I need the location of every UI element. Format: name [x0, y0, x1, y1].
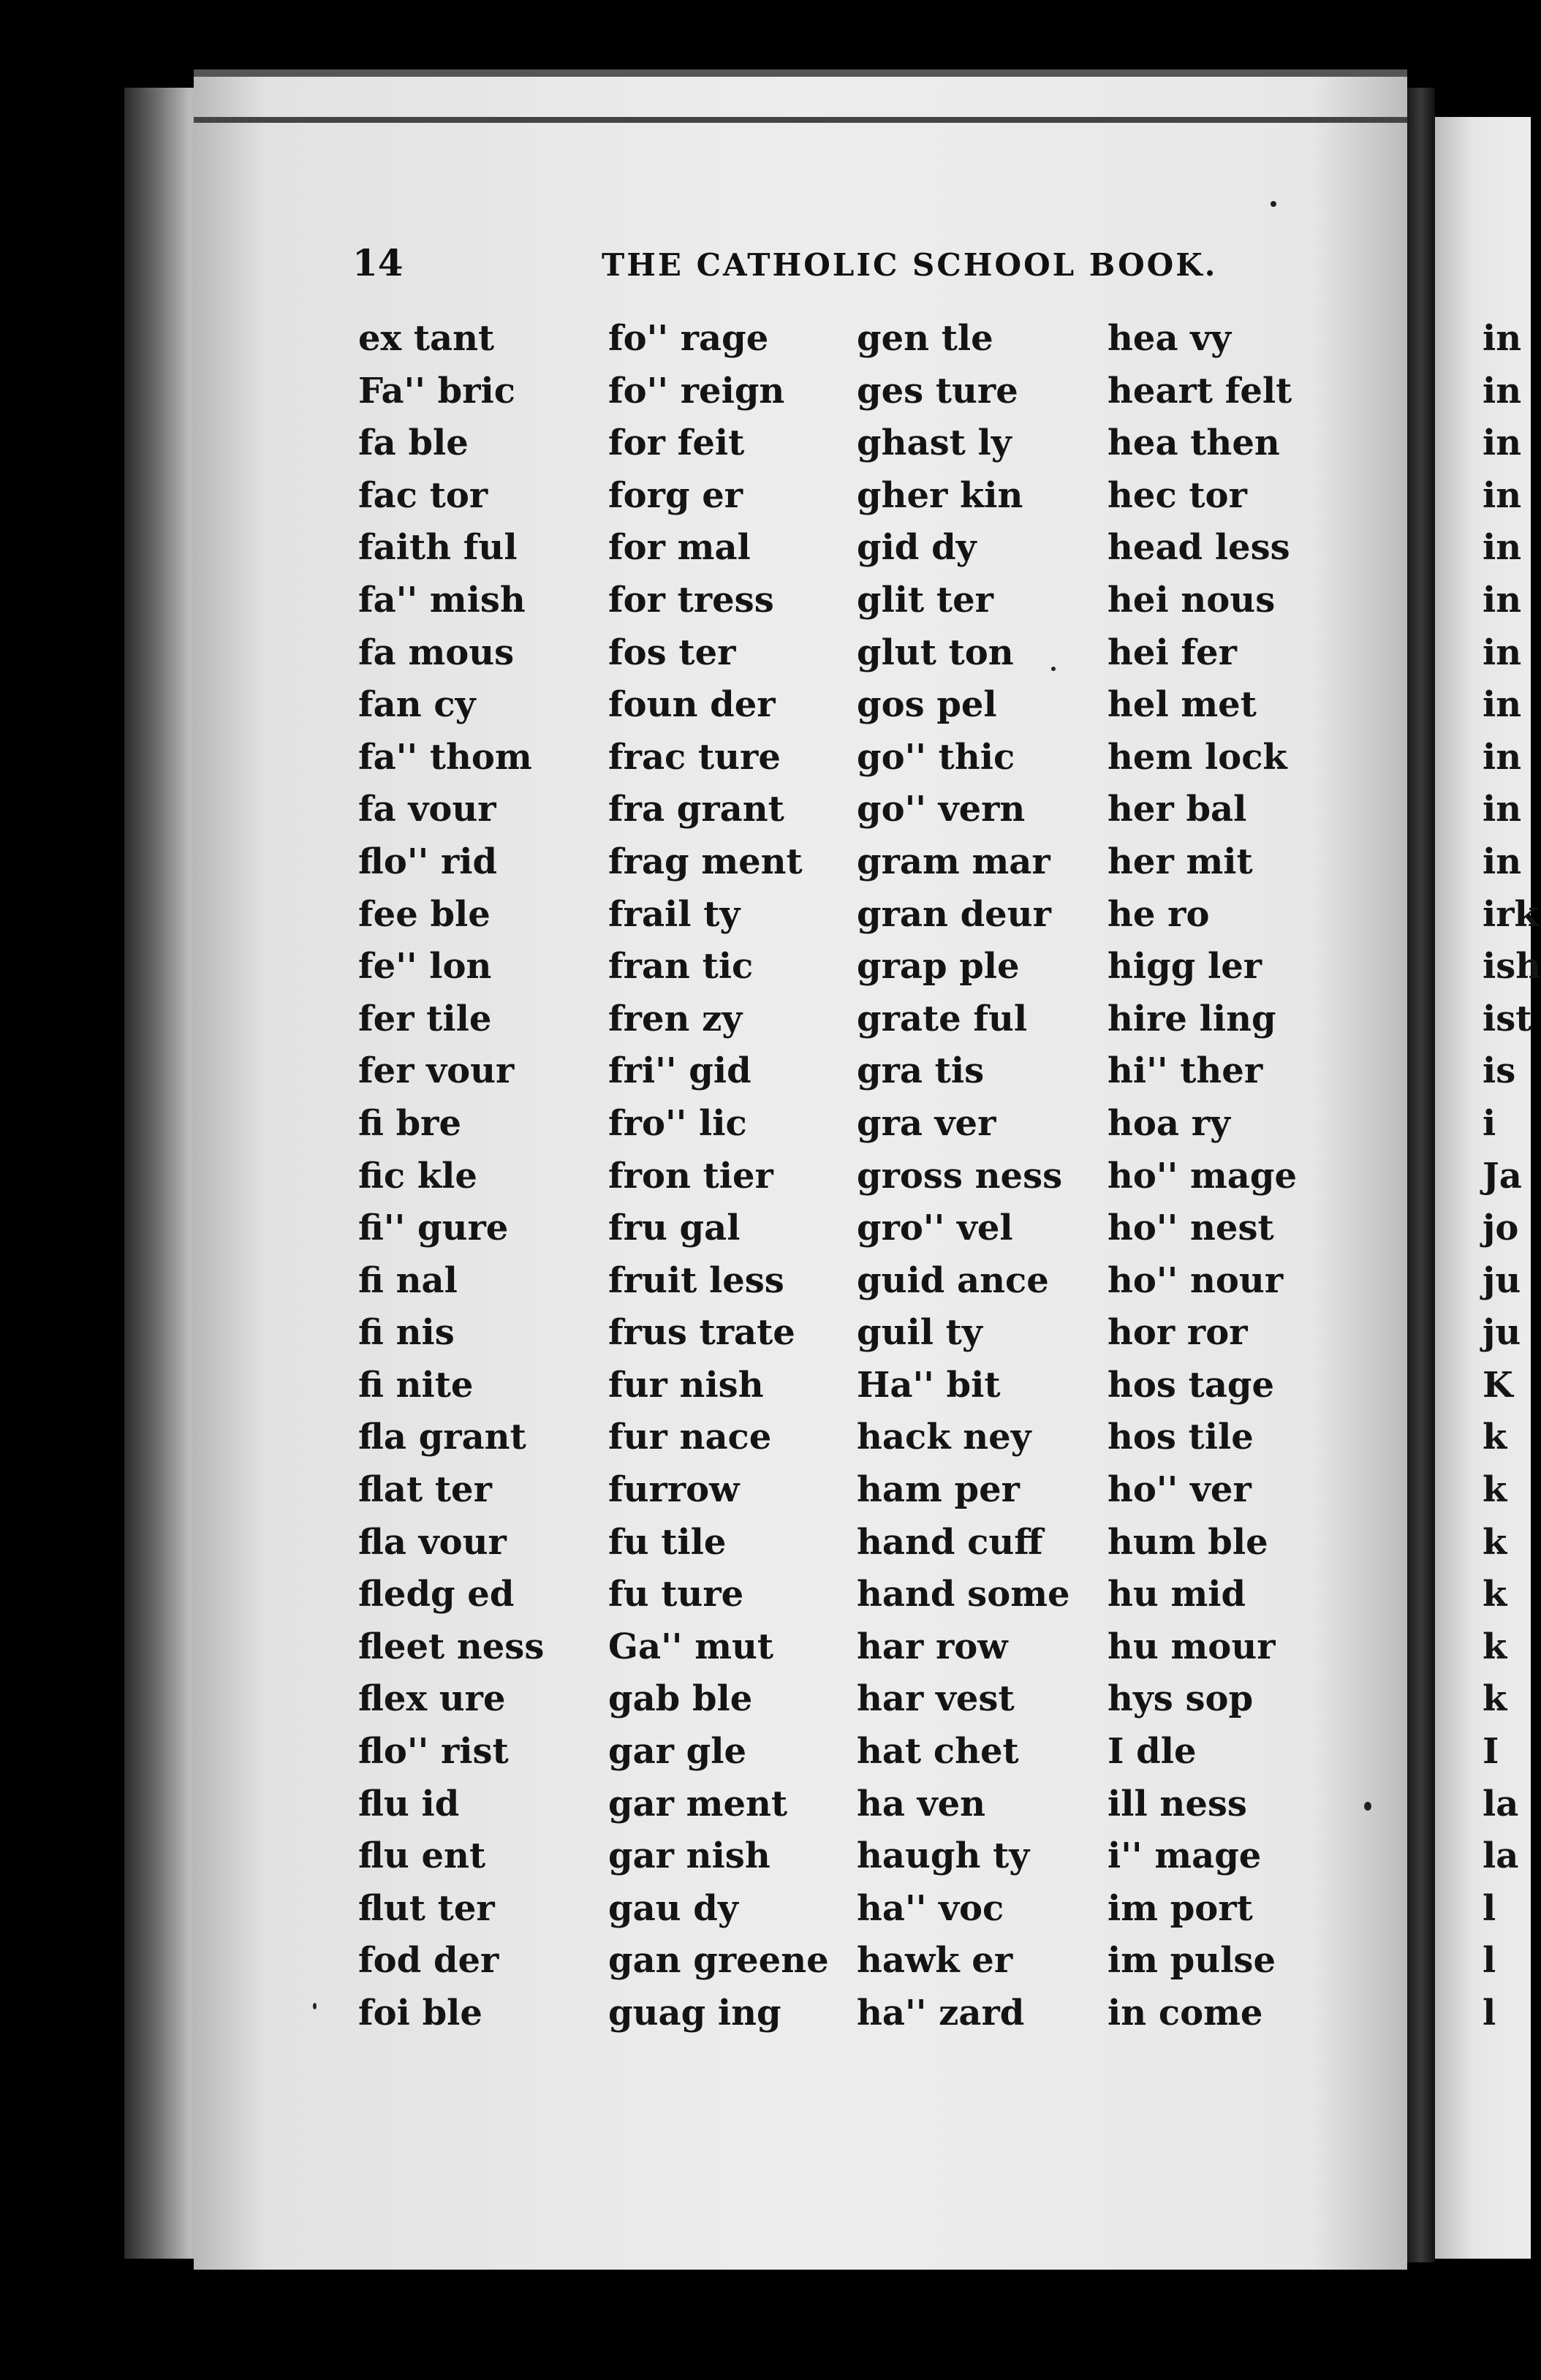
word-entry: heart felt: [1108, 370, 1292, 412]
word-entry: fac tor: [358, 474, 488, 516]
word-entry: foi ble: [358, 1993, 482, 2034]
word-entry: in come: [1108, 1993, 1263, 2034]
word-entry: gra ver: [857, 1102, 996, 1144]
word-entry: fleet ness: [358, 1626, 545, 1667]
word-entry: guil ty: [857, 1312, 982, 1354]
word-entry: hor ror: [1108, 1312, 1248, 1354]
word-entry: in: [1483, 579, 1522, 621]
word-entry: ho'' nour: [1108, 1259, 1284, 1301]
word-entry: ju: [1483, 1259, 1521, 1301]
word-entry: ghast ly: [857, 422, 1012, 464]
word-entry: faith ful: [358, 527, 518, 569]
word-entry: ill ness: [1108, 1783, 1247, 1824]
word-entry: hand cuff: [857, 1521, 1043, 1563]
word-entry: k: [1483, 1417, 1507, 1458]
word-entry: ish: [1483, 946, 1541, 988]
word-entry: glut ton: [857, 632, 1014, 673]
word-entry: fru gal: [608, 1208, 741, 1249]
word-entry: go'' vern: [857, 789, 1026, 830]
word-entry: hat chet: [857, 1731, 1019, 1773]
word-entry: in: [1483, 789, 1522, 830]
word-entry: gos pel: [857, 684, 997, 726]
word-entry: fod der: [358, 1940, 499, 1982]
word-entry: flu id: [358, 1783, 460, 1824]
word-entry: fla grant: [358, 1417, 526, 1458]
word-entry: flex ure: [358, 1678, 506, 1720]
word-entry: hei fer: [1108, 632, 1237, 673]
word-entry: frag ment: [608, 841, 803, 882]
word-entry: fron tier: [608, 1155, 773, 1197]
word-entry: im port: [1108, 1887, 1253, 1929]
word-entry: la: [1483, 1783, 1519, 1824]
word-entry: hos tage: [1108, 1364, 1275, 1406]
word-entry: irk: [1483, 893, 1539, 935]
word-entry: fri'' gid: [608, 1050, 751, 1092]
word-entry: hack ney: [857, 1417, 1031, 1458]
word-entry: hu mour: [1108, 1626, 1276, 1667]
word-entry: in: [1483, 318, 1522, 359]
word-entry: hi'' ther: [1108, 1050, 1263, 1092]
word-entry: haugh ty: [857, 1835, 1030, 1877]
word-entry: l: [1483, 1940, 1496, 1982]
word-entry: fo'' rage: [608, 318, 769, 359]
word-entry: in: [1483, 684, 1522, 726]
word-entry: fu tile: [608, 1521, 727, 1563]
word-entry: ho'' nest: [1108, 1208, 1274, 1249]
word-entry: frac ture: [608, 736, 781, 778]
word-entry: for feit: [608, 422, 745, 464]
word-entry: flat ter: [358, 1469, 492, 1511]
word-entry: fo'' reign: [608, 370, 785, 412]
word-entry: ges ture: [857, 370, 1018, 412]
word-entry: flo'' rist: [358, 1731, 509, 1773]
word-entry: gher kin: [857, 474, 1023, 516]
word-entry: fa'' mish: [358, 579, 526, 621]
word-entry: hea vy: [1108, 318, 1232, 359]
word-entry: hire ling: [1108, 998, 1276, 1039]
word-entry: fi bre: [358, 1102, 461, 1144]
word-entry: ha'' zard: [857, 1993, 1025, 2034]
word-entry: K: [1483, 1364, 1513, 1406]
word-entry: in: [1483, 736, 1522, 778]
word-column-1: [358, 313, 544, 2040]
word-entry: jo: [1483, 1208, 1519, 1249]
word-entry: fran tic: [608, 946, 754, 988]
word-entry: furrow: [608, 1469, 740, 1511]
word-entry: gar ment: [608, 1783, 788, 1824]
word-entry: ex tant: [358, 318, 495, 359]
word-entry: ha ven: [857, 1783, 986, 1824]
word-entry: k: [1483, 1469, 1507, 1511]
page-header: [0, 241, 1531, 285]
word-entry: fee ble: [358, 893, 491, 935]
word-entry: her bal: [1108, 789, 1247, 830]
word-entry: foun der: [608, 684, 776, 726]
word-entry: guid ance: [857, 1259, 1049, 1301]
word-entry: fic kle: [358, 1155, 477, 1197]
page-number: 14: [352, 241, 404, 284]
word-entry: la: [1483, 1835, 1519, 1877]
word-column-5-cropped: [1483, 313, 1541, 2040]
word-entry: gar nish: [608, 1835, 770, 1877]
word-entry: fa mous: [358, 632, 515, 673]
word-entry: fi nite: [358, 1364, 474, 1406]
word-entry: in: [1483, 527, 1522, 569]
word-entry: fa ble: [358, 422, 469, 464]
word-entry: hea then: [1108, 422, 1280, 464]
word-entry: frail ty: [608, 893, 741, 935]
word-entry: in: [1483, 422, 1522, 464]
word-entry: k: [1483, 1521, 1507, 1563]
word-entry: flu ent: [358, 1835, 486, 1877]
word-entry: I dle: [1108, 1731, 1197, 1773]
word-entry: hoa ry: [1108, 1102, 1230, 1144]
word-entry: Ga'' mut: [608, 1626, 774, 1667]
word-entry: hec tor: [1108, 474, 1247, 516]
book-gutter: [1407, 88, 1435, 2262]
word-entry: gau dy: [608, 1887, 738, 1929]
word-column-3: [857, 313, 1070, 2040]
word-entry: gross ness: [857, 1155, 1063, 1197]
word-entry: fi'' gure: [358, 1208, 509, 1249]
word-entry: forg er: [608, 474, 743, 516]
word-entry: hand some: [857, 1574, 1070, 1615]
word-entry: ist: [1483, 998, 1532, 1039]
word-entry: flut ter: [358, 1887, 495, 1929]
word-entry: k: [1483, 1678, 1507, 1720]
word-column-4: [1108, 313, 1297, 2040]
word-entry: k: [1483, 1574, 1507, 1615]
word-entry: for tress: [608, 579, 774, 621]
word-entry: hys sop: [1108, 1678, 1254, 1720]
page-top-edge: [194, 117, 1407, 123]
word-entry: higg ler: [1108, 946, 1262, 988]
word-entry: fruit less: [608, 1259, 784, 1301]
word-entry: gar gle: [608, 1731, 746, 1773]
word-entry: I: [1483, 1731, 1499, 1773]
word-entry: fra grant: [608, 789, 784, 830]
word-entry: fos ter: [608, 632, 736, 673]
word-entry: fur nish: [608, 1364, 764, 1406]
word-entry: gab ble: [608, 1678, 753, 1720]
word-entry: i: [1483, 1102, 1496, 1144]
word-entry: he ro: [1108, 893, 1210, 935]
word-entry: fur nace: [608, 1417, 772, 1458]
word-entry: for mal: [608, 527, 751, 569]
word-entry: fa vour: [358, 789, 496, 830]
word-entry: ho'' mage: [1108, 1155, 1298, 1197]
word-entry: grap ple: [857, 946, 1020, 988]
word-entry: fu ture: [608, 1574, 744, 1615]
word-entry: glit ter: [857, 579, 993, 621]
word-entry: har vest: [857, 1678, 1015, 1720]
word-entry: fan cy: [358, 684, 476, 726]
word-entry: hu mid: [1108, 1574, 1246, 1615]
word-entry: gran deur: [857, 893, 1051, 935]
word-entry: in: [1483, 474, 1522, 516]
word-entry: Ja: [1483, 1155, 1522, 1197]
word-entry: gro'' vel: [857, 1208, 1013, 1249]
word-entry: Ha'' bit: [857, 1364, 1001, 1406]
word-entry: fi nal: [358, 1259, 458, 1301]
word-entry: go'' thic: [857, 736, 1015, 778]
word-entry: fe'' lon: [358, 946, 492, 988]
word-entry: hei nous: [1108, 579, 1276, 621]
word-entry: gan greene: [608, 1940, 829, 1982]
word-entry: her mit: [1108, 841, 1253, 882]
word-entry: har row: [857, 1626, 1008, 1667]
word-column-2: [608, 313, 829, 2040]
word-entry: gen tle: [857, 318, 993, 359]
word-entry: hawk er: [857, 1940, 1013, 1982]
word-entry: fla vour: [358, 1521, 507, 1563]
word-entry: head less: [1108, 527, 1290, 569]
word-entry: Fa'' bric: [358, 370, 515, 412]
word-entry: fro'' lic: [608, 1102, 747, 1144]
word-entry: fer tile: [358, 998, 492, 1039]
word-entry: l: [1483, 1993, 1496, 2034]
word-entry: guag ing: [608, 1993, 781, 2034]
word-entry: in: [1483, 370, 1522, 412]
word-entry: frus trate: [608, 1312, 795, 1354]
word-entry: fi nis: [358, 1312, 455, 1354]
word-entry: gra tis: [857, 1050, 985, 1092]
word-entry: gid dy: [857, 527, 977, 569]
word-entry: i'' mage: [1108, 1835, 1262, 1877]
word-entry: fren zy: [608, 998, 743, 1039]
word-entry: ham per: [857, 1469, 1020, 1511]
word-entry: in: [1483, 632, 1522, 673]
word-entry: fer vour: [358, 1050, 515, 1092]
word-entry: hos tile: [1108, 1417, 1254, 1458]
word-entry: hel met: [1108, 684, 1257, 726]
word-entry: ha'' voc: [857, 1887, 1004, 1929]
word-entry: in: [1483, 841, 1522, 882]
word-entry: gram mar: [857, 841, 1050, 882]
word-entry: ju: [1483, 1312, 1521, 1354]
word-entry: is: [1483, 1050, 1516, 1092]
word-entry: im pulse: [1108, 1940, 1276, 1982]
word-entry: fa'' thom: [358, 736, 532, 778]
word-entry: fledg ed: [358, 1574, 515, 1615]
word-entry: grate ful: [857, 998, 1028, 1039]
word-entry: k: [1483, 1626, 1507, 1667]
word-entry: hem lock: [1108, 736, 1287, 778]
word-entry: l: [1483, 1887, 1496, 1929]
word-entry: hum ble: [1108, 1521, 1268, 1563]
running-title: THE CATHOLIC SCHOOL BOOK.: [602, 247, 1218, 283]
word-entry: flo'' rid: [358, 841, 498, 882]
word-entry: ho'' ver: [1108, 1469, 1252, 1511]
